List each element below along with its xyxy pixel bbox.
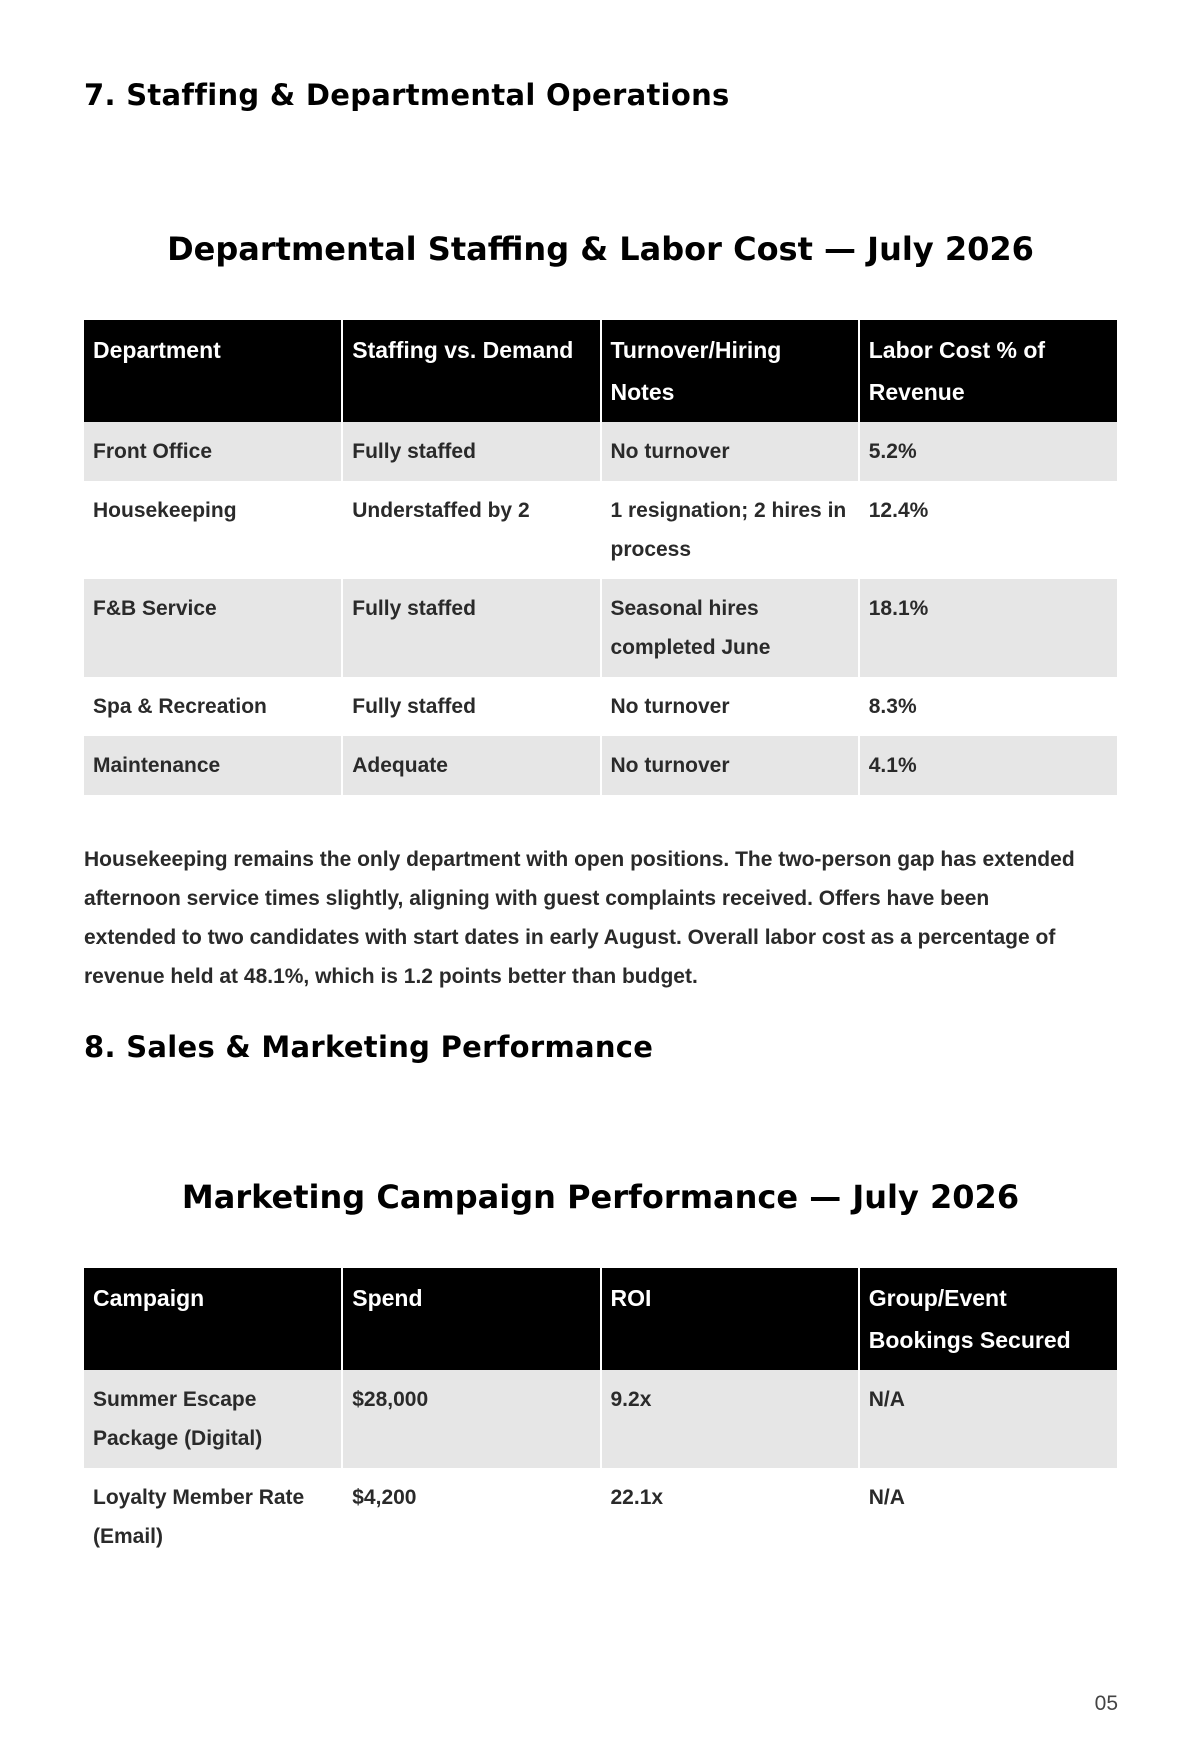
table-cell: 4.1% <box>859 736 1117 795</box>
table-cell: Summer Escape Package (Digital) <box>84 1370 342 1468</box>
table-cell: N/A <box>859 1468 1117 1566</box>
table-cell: Housekeeping <box>84 481 342 579</box>
table-cell: Understaffed by 2 <box>342 481 600 579</box>
table-cell: $4,200 <box>342 1468 600 1566</box>
table-row <box>84 677 1117 736</box>
table-cell: Fully staffed <box>342 579 600 677</box>
table-cell: Fully staffed <box>342 422 600 481</box>
table-row <box>84 1370 1117 1468</box>
table-cell: 5.2% <box>859 422 1117 481</box>
table-header-row <box>84 320 1117 422</box>
table-cell: N/A <box>859 1370 1117 1468</box>
table-cell: No turnover <box>601 736 859 795</box>
table-cell: Spa & Recreation <box>84 677 342 736</box>
table-cell: Adequate <box>342 736 600 795</box>
table-row <box>84 736 1117 795</box>
table-cell: Loyalty Member Rate (Email) <box>84 1468 342 1566</box>
column-header-campaign: Campaign <box>84 1268 342 1370</box>
staffing-table-title: Departmental Staffing & Labor Cost — July 2026 <box>167 230 1034 268</box>
marketing-table-title: Marketing Campaign Performance — July 2026 <box>181 1178 1020 1216</box>
table-cell: 8.3% <box>859 677 1117 736</box>
table-cell: No turnover <box>601 422 859 481</box>
table-row <box>84 422 1117 481</box>
column-header-labor-cost: Labor Cost % of Revenue <box>859 320 1117 422</box>
column-header-bookings: Group/Event Bookings Secured <box>859 1268 1117 1370</box>
section-7-heading: 7. Staffing & Departmental Operations <box>84 78 730 112</box>
table-row <box>84 1468 1117 1566</box>
column-header-department: Department <box>84 320 342 422</box>
table-header-row <box>84 1268 1117 1370</box>
staffing-table <box>84 320 1117 795</box>
table-cell: 12.4% <box>859 481 1117 579</box>
table-cell: 9.2x <box>601 1370 859 1468</box>
staffing-summary-paragraph: Housekeeping remains the only department with open positions. The two-person gap has extended afternoon service times slightly, aligning with guest complaints received. Offers have been extended to two candidates with start dates in early August. Overall labor cost as a percentage of revenue held at 48.1%, which is 1.2 points better than budget. <box>84 848 1075 988</box>
page-number: 05 <box>1094 1692 1118 1715</box>
section-8-heading: 8. Sales & Marketing Performance <box>84 1030 654 1064</box>
table-cell: Maintenance <box>84 736 342 795</box>
table-cell: F&B Service <box>84 579 342 677</box>
table-cell: 18.1% <box>859 579 1117 677</box>
table-cell: 1 resignation; 2 hires in process <box>601 481 859 579</box>
table-cell: $28,000 <box>342 1370 600 1468</box>
marketing-table <box>84 1268 1117 1566</box>
table-cell: No turnover <box>601 677 859 736</box>
table-row <box>84 579 1117 677</box>
table-cell: Seasonal hires completed June <box>601 579 859 677</box>
column-header-staffing: Staffing vs. Demand <box>342 320 600 422</box>
table-cell: Front Office <box>84 422 342 481</box>
column-header-spend: Spend <box>342 1268 600 1370</box>
table-row <box>84 481 1117 579</box>
column-header-turnover: Turnover/Hiring Notes <box>601 320 859 422</box>
table-cell: Fully staffed <box>342 677 600 736</box>
column-header-roi: ROI <box>601 1268 859 1370</box>
table-cell: 22.1x <box>601 1468 859 1566</box>
